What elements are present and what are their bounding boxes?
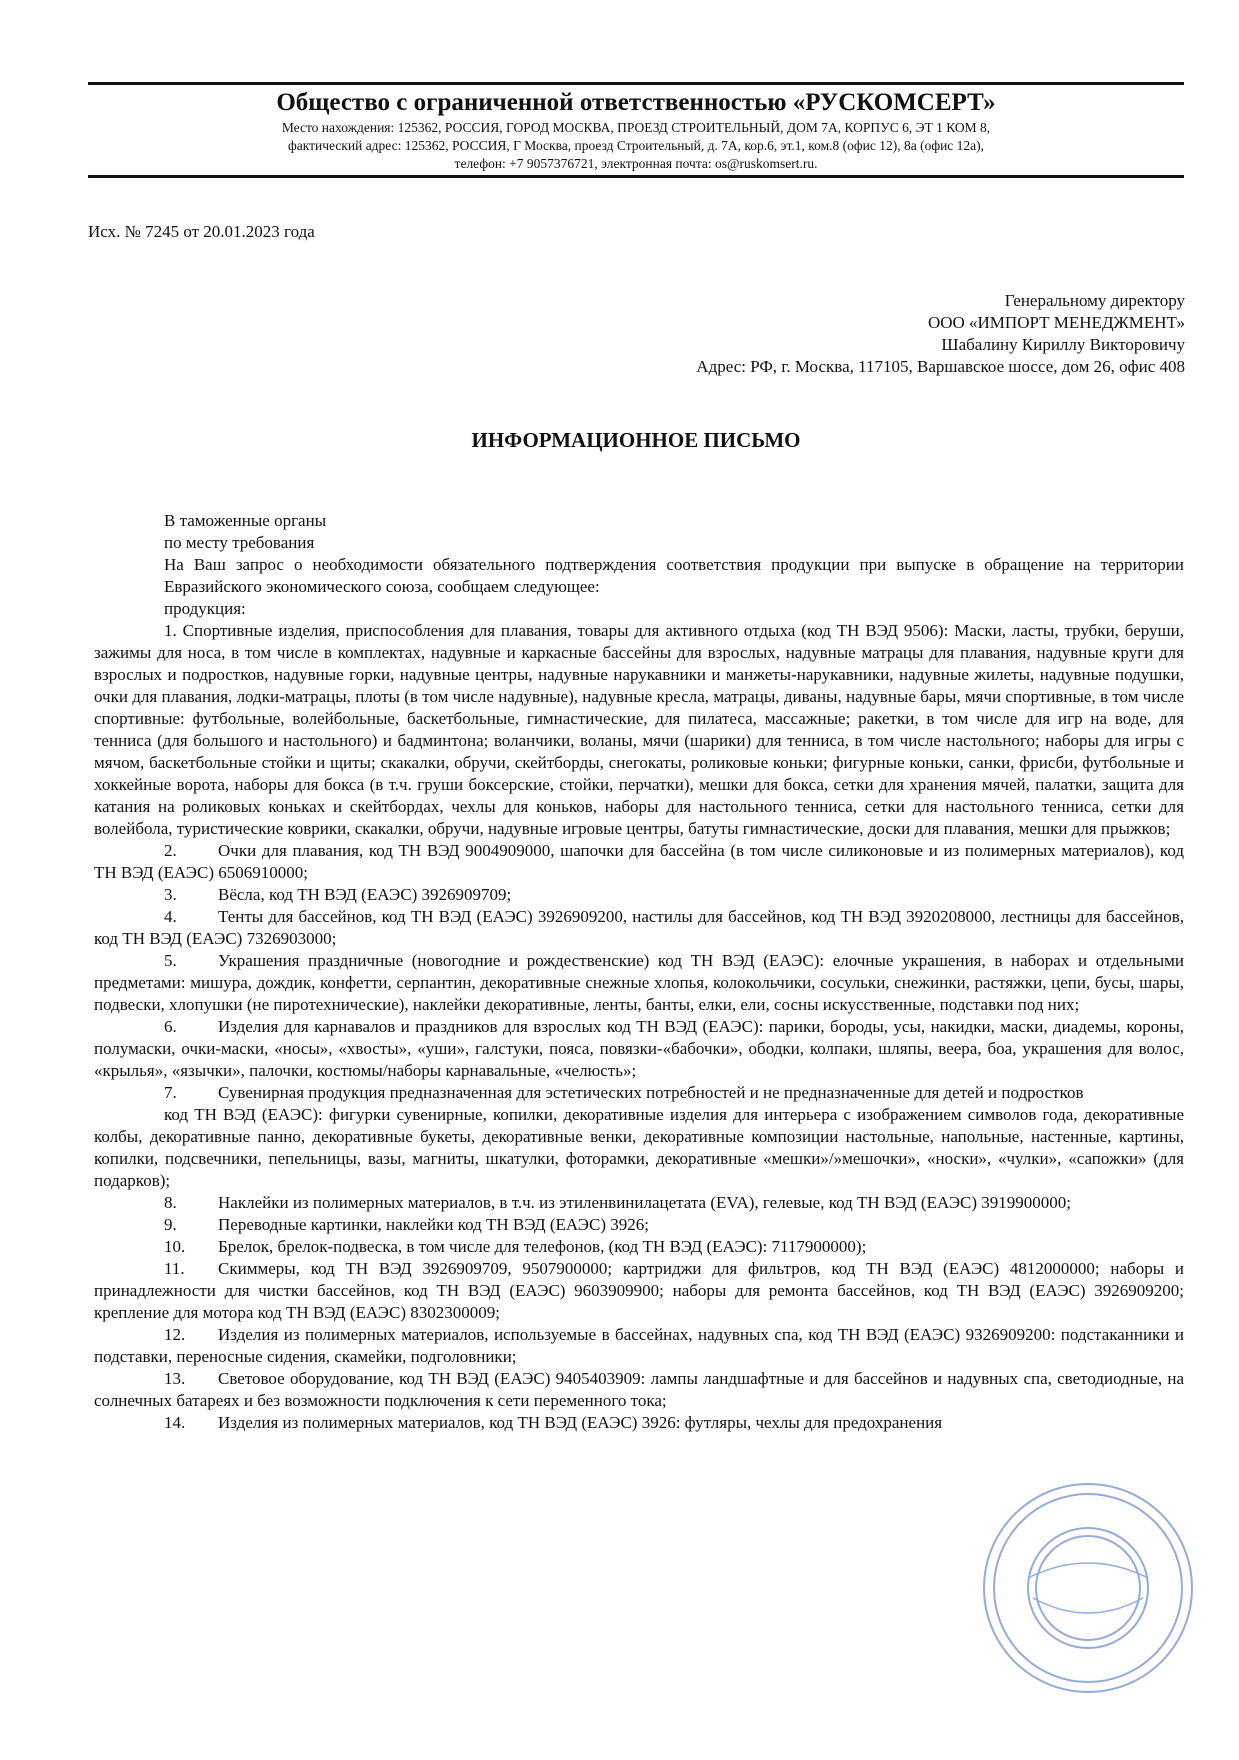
- list-item: [94, 1412, 1184, 1434]
- company-seal-stamp: [918, 1458, 1218, 1698]
- list-item-text: Тенты для бассейнов, код ТН ВЭД (ЕАЭС) 3926909200, настилы для бассейнов, код ТН ВЭД 3920208000, лестницы для бассейнов, код ТН ВЭД (ЕАЭС) 7326903000;: [94, 907, 1184, 948]
- list-item-text: Очки для плавания, код ТН ВЭД 9004909000, шапочки для бассейна (в том числе силиконовые и из полимерных материалов), код ТН ВЭД (ЕАЭС) 6506910000;: [94, 841, 1184, 882]
- list-item-number: 3.: [164, 885, 177, 904]
- intro-paragraph-text: На Ваш запрос о необходимости обязательного подтверждения соответствия продукции при выпуске в обращение на территории Евразийского экономического союза, сообщаем следующее:: [164, 555, 1184, 596]
- letter-body: [94, 510, 1184, 1434]
- list-item-text: Скиммеры, код ТН ВЭД 3926909709, 9507900000; картриджи для фильтров, код ТН ВЭД (ЕАЭС) 4812000000; наборы и принадлежности для чистки бассейнов, код ТН ВЭД (ЕАЭС) 9603909900; наборы для ремонта бассейнов, код ТН ВЭД (ЕАЭС) 3926909200; крепление для мотора код ТН ВЭД (ЕАЭС) 8302300009;: [94, 1259, 1184, 1322]
- list-item: [94, 884, 1184, 906]
- list-item: [94, 620, 1184, 840]
- list-item: [94, 950, 1184, 1016]
- list-item-number: 14.: [164, 1413, 186, 1432]
- list-item: [94, 906, 1184, 950]
- list-item-text: Наклейки из полимерных материалов, в т.ч. из этиленвинилацетата (EVA), гелевые, код ТН ВЭД (ЕАЭС) 3919900000;: [218, 1193, 1072, 1212]
- list-item: [94, 1236, 1184, 1258]
- list-item: [94, 1368, 1184, 1412]
- list-item-number: 9.: [164, 1215, 177, 1234]
- list-item-text: Украшения праздничные (новогодние и рождественские) код ТН ВЭД (ЕАЭС): елочные украшения, в наборах и отдельными предметами: мишура, дождик, конфетти, серпантин, декоративные снежные хлопья, колокольчики, сосульки, снежинки, растяжки, цепи, бусы, шары, подвески, хлопушки (не пиротехнические), наклейки декоративные, ленты, банты, елки, ели, сосны искусственные, подставки под них;: [94, 951, 1184, 1014]
- list-item-number: 12.: [164, 1325, 186, 1344]
- list-item-text: Световое оборудование, код ТН ВЭД (ЕАЭС) 9405403909: лампы ландшафтные и для бассейнов и надувных спа, светодиодные, на солнечных батареях и без возможности подключения к сети переменного тока;: [94, 1369, 1184, 1410]
- list-item-number: 7.: [164, 1083, 177, 1102]
- list-item: [94, 1214, 1184, 1236]
- outgoing-reference: Исх. № 7245 от 20.01.2023 года: [88, 222, 315, 241]
- list-item-text: Изделия из полимерных материалов, код ТН ВЭД (ЕАЭС) 3926: футляры, чехлы для предохранения: [218, 1413, 943, 1432]
- list-item-number: 10.: [164, 1237, 186, 1256]
- document-title: ИНФОРМАЦИОННОЕ ПИСЬМО: [471, 428, 801, 452]
- intro-line-1: В таможенные органы: [164, 511, 327, 530]
- list-item-text: Изделия для карнавалов и праздников для взрослых код ТН ВЭД (ЕАЭС): парики, бороды, усы, накидки, маски, диадемы, короны, полумаски, очки-маски, «носы», «хвосты», «уши», галстуки, пояса, повязки-«бабочки», ободки, колпаки, шляпы, веера, боа, украшения для волос, «крылья», «язычки», палочки, костюмы/наборы карнавальные, «челюсть»;: [94, 1017, 1184, 1080]
- list-item-number: 5.: [164, 951, 177, 970]
- list-item: [94, 840, 1184, 884]
- products-label: продукция:: [164, 599, 246, 618]
- list-item-number: 11.: [164, 1259, 185, 1278]
- addressee-person: Шабалину Кириллу Викторовичу: [941, 335, 1185, 354]
- header-top-rule: [88, 82, 1184, 85]
- intro-line-2: по месту требования: [164, 533, 315, 552]
- list-item-number: 6.: [164, 1017, 177, 1036]
- addressee-position: Генеральному директору: [1004, 291, 1185, 310]
- org-name: Общество с ограниченной ответственностью «РУСКОМСЕРТ»: [276, 89, 996, 116]
- list-item-text: Изделия из полимерных материалов, используемые в бассейнах, надувных спа, код ТН ВЭД (ЕАЭС) 9326909200: подстаканники и подставки, переносные сидения, скамейки, подголовники;: [94, 1325, 1184, 1366]
- legal-address: Место нахождения: 125362, РОССИЯ, ГОРОД МОСКВА, ПРОЕЗД СТРОИТЕЛЬНЫЙ, ДОМ 7А, КОРПУС 6, ЭТ 1 КОМ 8,: [281, 120, 991, 135]
- addressee-block: [696, 290, 1185, 378]
- contacts: телефон: +7 9057376721, электронная почта: os@ruskomsert.ru.: [454, 156, 818, 171]
- addressee-address: Адрес: РФ, г. Москва, 117105, Варшавское шоссе, дом 26, офис 408: [696, 357, 1185, 376]
- actual-address: фактический адрес: 125362, РОССИЯ, Г Москва, проезд Строительный, д. 7А, кор.6, эт.1, ком.8 (офис 12), 8а (офис 12а),: [287, 138, 985, 153]
- addressee-company: ООО «ИМПОРТ МЕНЕДЖМЕНТ»: [927, 313, 1185, 332]
- list-item: [94, 1324, 1184, 1368]
- list-item-text: код ТН ВЭД (ЕАЭС): фигурки сувенирные, копилки, декоративные изделия для интерьера с изображением символов года, декоративные колбы, декоративные панно, декоративные букеты, декоративные венки, декоративные композиции настольные, напольные, настенные, картины, копилки, подсвечники, пепельницы, вазы, магниты, шкатулки, фоторамки, декоративные «мешки»/»мешочки», «носки», «чулки», «сапожки» (для подарков);: [94, 1105, 1184, 1190]
- list-item-text: Брелок, брелок-подвеска, в том числе для телефонов, (код ТН ВЭД (ЕАЭС): 7117900000);: [218, 1237, 867, 1256]
- list-item: [94, 1082, 1184, 1104]
- list-item-continuation: [94, 1104, 1184, 1192]
- list-item: [94, 1016, 1184, 1082]
- list-item: [94, 1258, 1184, 1324]
- list-item-number: 4.: [164, 907, 177, 926]
- list-item: [94, 1192, 1184, 1214]
- list-item-text: Вёсла, код ТН ВЭД (ЕАЭС) 3926909709;: [218, 885, 512, 904]
- intro-paragraph: [94, 554, 1184, 598]
- list-item-number: 2.: [164, 841, 177, 860]
- list-item-text: 1. Спортивные изделия, приспособления для плавания, товары для активного отдыха (код ТН ВЭД 9506): Маски, ласты, трубки, беруши, зажимы для носа, в том числе в комплектах, надувные и каркасные бассейны для взрослых, надувные матрацы для плавания, надувные круги для взрослых и подростков, надувные горки, надувные центры, надувные нарукавники и манжеты-нарукавники, надувные жилеты, надувные подушки, очки для плавания, лодки-матрацы, плоты (в том числе надувные), надувные кресла, матрацы, диваны, надувные бары, мячи спортивные, в том числе спортивные: футбольные, волейбольные, баскетбольные, гимнастические, для пилатеса, массажные; ракетки, в том числе для игр на воде, для тенниса (для большого и настольного) и бадминтона; воланчики, воланы, мячи (шарики) для тенниса, в том числе настольного; наборы для игры с мячом, баскетбольные стойки и щиты; скакалки, обручи, скейтборды, снегокаты, роликовые коньки; фигурные коньки, санки, фрисби, футбольные и хоккейные ворота, наборы для бокса (в т.ч. груши боксерские, стойки, перчатки), мешки для бокса, сетки для хранения мячей, палатки, защита для катания на роликовых коньках и скейтбордах, чехлы для коньков, наборы для настольного тенниса, сетки для настольного тенниса, сетки для волейбола, туристические коврики, скакалки, обручи, надувные игровые центры, батуты гимнастические, доски для плавания, мешки для прыжков;: [94, 621, 1184, 838]
- list-item-text: Сувенирная продукция предназначенная для эстетических потребностей и не предназначенные для детей и подростков: [218, 1083, 1084, 1102]
- header-bottom-rule: [88, 175, 1184, 178]
- list-item-text: Переводные картинки, наклейки код ТН ВЭД (ЕАЭС) 3926;: [218, 1215, 649, 1234]
- list-item-number: 13.: [164, 1369, 186, 1388]
- list-item-number: 8.: [164, 1193, 177, 1212]
